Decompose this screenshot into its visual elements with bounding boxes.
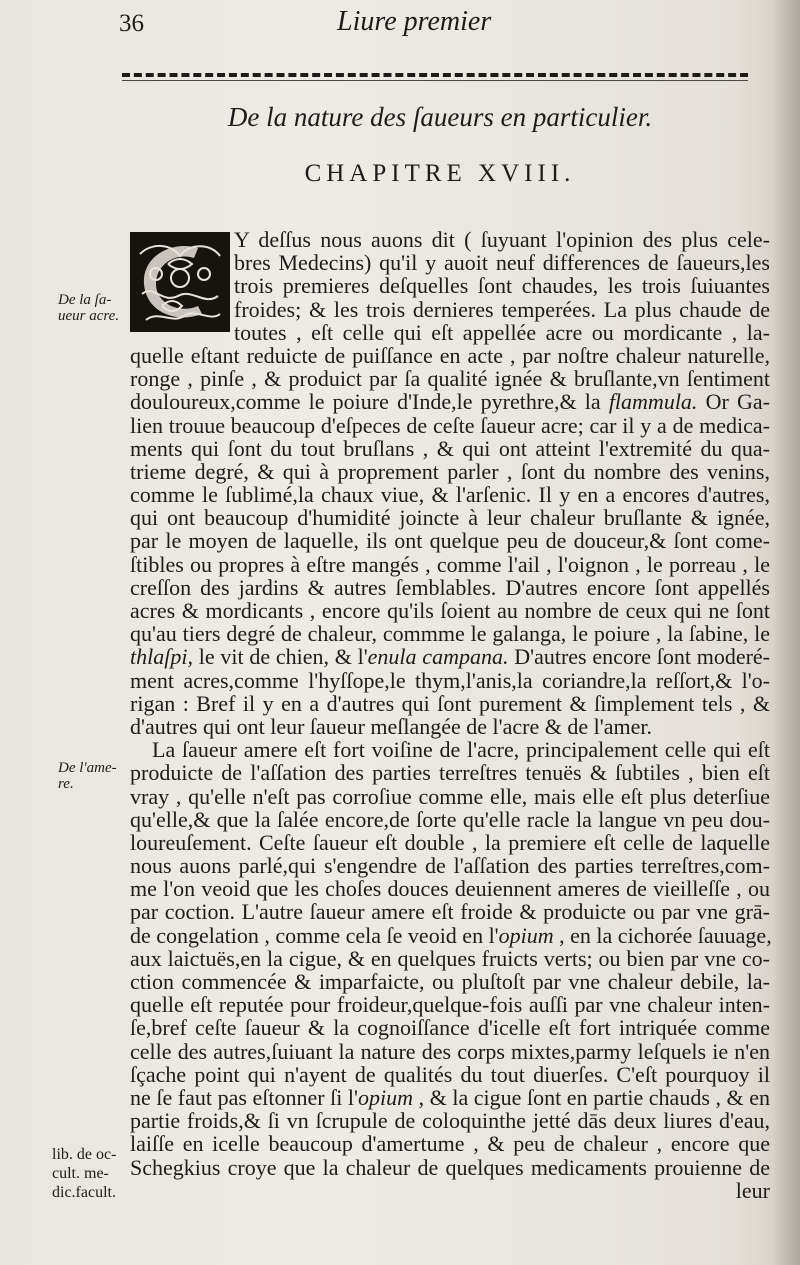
gutter-shadow	[772, 0, 800, 1265]
header-rule-thin	[122, 80, 748, 81]
text-line: produicte de l'aſſation des parties terreſtres tenuës & ſubtiles , bien eſt	[130, 760, 770, 786]
text-segment: le vit de chien, & l'	[192, 644, 368, 670]
text-segment: D'autres encore ſont moderé-	[508, 644, 770, 670]
text-line: quelle eſtant reduicte de puiſſance en acte , par noſtre chaleur naturelle,	[130, 342, 770, 368]
text-line: par le moyen de laquelle, ils ont quelque peu de douceur,& ſont come-	[130, 528, 770, 554]
text-line: rigan : Bref il y en a d'autres qui ſont purement & ſimplement tels , &	[130, 690, 770, 716]
catchword: leur	[735, 1177, 770, 1203]
text-line: ſe,bref ceſte ſaueur & la cognoiſſance d'icelle eſt fort intriquée comme	[130, 1015, 770, 1041]
margin-note-line: re.	[58, 776, 74, 792]
text-line: qui ont beaucoup d'humidité joincte à leur chaleur bruſlante & ignée,	[130, 505, 770, 531]
text-segment: douloureux,comme le poiure d'Inde,le pyrethre,& la	[130, 389, 609, 415]
text-segment: , en la cichorée ſauuage,	[553, 922, 772, 948]
text-line: laiſſe en icelle beaucoup d'amertume , & peu de chaleur , encore que	[130, 1131, 770, 1157]
margin-note-line: De la ſa-	[58, 292, 112, 308]
text-line: qu'elle,& que la ſalée encore,de ſorte qu'elle racle la langue vn peu dou-	[130, 806, 770, 832]
italic-term: thlaſpi,	[130, 644, 193, 670]
margin-note-line: ueur acre.	[58, 308, 120, 324]
margin-note-line: De l'ame-	[58, 760, 117, 776]
text-line: aux laictuës,en la cigue, & en quelques fruicts verts; ou bien par vne co-	[130, 945, 770, 971]
text-line: lien trouue beaucoup d'eſpeces de ceſte ſaueur acre; car il y a de medica-	[130, 412, 770, 438]
text-line: d'autres qui ont leur ſaueur meſlangée de l'acre & de l'amer.	[130, 713, 652, 739]
margin-note-reference	[52, 1145, 116, 1202]
text-line: toutes , eſt celle qui eſt appellée acre ou mordicante , la-	[234, 319, 770, 345]
text-line: ments qui ſont du tout bruſlans , & qui ont atteint l'extremité du qua-	[130, 435, 770, 461]
text-segment: , & la cigue ſont en partie chauds , & en	[413, 1084, 770, 1110]
margin-note-amere	[58, 760, 117, 792]
text-line: partie froids,& ſi vn ſcrupule de coloquinthe jetté dās deux liures d'eau,	[130, 1108, 770, 1134]
text-line-flammula	[130, 390, 770, 413]
text-line-thlaspi	[130, 645, 770, 668]
italic-term: flammula.	[608, 389, 698, 415]
text-segment: Or Ga-	[697, 389, 770, 415]
text-line: ronge , pinſe , & produict par ſa qualité ignée & bruſlante,vn ſentiment	[130, 366, 770, 392]
text-line: vray , qu'elle n'eſt pas corroſiue comme elle, mais elle eſt plus deterſiue	[130, 783, 770, 809]
text-segment: de congelation , comme cela ſe veoid en l'	[130, 922, 499, 948]
text-line: trois premieres deſquelles ſont chaudes, les trois ſuiuantes	[234, 273, 770, 299]
text-line: ſçache point qui n'ayent de qualités du tout diuerſes. C'eſt pourquoy il	[130, 1061, 770, 1087]
text-line: comme le ſublimé,la chaux viue, & l'arſenic. Il y en a encores d'autres,	[130, 482, 770, 508]
text-line: La ſaueur amere eſt fort voiſine de l'acre, principalement celle qui eſt	[152, 737, 770, 763]
text-line: ment acres,comme l'hyſſope,le thym,l'anis,la coriandre,la reſſort,& l'o-	[130, 667, 770, 693]
text-line: quelle eſt reputée pour froideur,quelque-fois auſſi par vne chaleur inten-	[130, 992, 770, 1018]
text-line: loureuſement. Ceſte ſaueur eſt double , la premiere eſt celle de laquelle	[130, 829, 770, 855]
page-number: 36	[119, 10, 144, 37]
text-segment: ne ſe faut pas eſtonner ſi l'	[130, 1084, 358, 1110]
italic-term: opium	[358, 1084, 413, 1110]
text-line: qu'au tiers degré de chaleur, commme le galanga, le poiure , la ſabine, le	[130, 621, 770, 647]
margin-note-line: dic.facult.	[52, 1184, 116, 1201]
text-line: creſſon des jardins & autres ſemblables. D'autres encore ſont appellés	[130, 574, 770, 600]
text-line: Schegkius croye que la chaleur de quelques medicaments prouienne de	[130, 1154, 770, 1180]
text-line: ſtibles ou propres à eſtre mangés , comme l'ail , l'oignon , le porreau , le	[130, 551, 770, 577]
text-line-opium	[130, 924, 770, 947]
text-line: bres Medecins) qu'il y auoit neuf differences de ſaueurs,les	[234, 250, 770, 276]
italic-term: enula campana.	[367, 644, 509, 670]
chapter-title: CHAPITRE XVIII.	[304, 160, 576, 187]
text-line: ction commencée & imparfaicte, ou pluſtoſt par vne chaleur debile, la-	[130, 969, 770, 994]
header-rule	[122, 73, 748, 77]
text-line: me l'on veoid que les choſes douces deuiennent ameres de vieilleſſe , ou	[130, 876, 770, 902]
text-line: froides; & les trois dernieres temperées. La plus chaude de	[234, 296, 770, 322]
margin-note-line: lib. de oc-	[52, 1146, 117, 1163]
italic-term: opium	[498, 922, 554, 948]
margin-note-acre	[58, 292, 119, 324]
running-head: Liure premier	[337, 6, 492, 37]
text-line: Y deſſus nous auons dit ( ſuyuant l'opinion des plus cele-	[234, 227, 770, 252]
text-line: par coction. L'autre ſaueur amere eſt froide & produicte ou par vne grā-	[130, 899, 770, 925]
text-line: trieme degré, & qui à proprement parler , ſont du nombre des venins,	[130, 458, 770, 484]
text-line: acres & mordicants , encore qu'ils ſoient au nombre de ceux qui ne ſont	[130, 598, 770, 623]
text-line: celle des autres,ſuiuant la nature des corps mixtes,parmy leſquels ie n'en	[130, 1038, 770, 1064]
text-line-opium-2	[130, 1086, 770, 1109]
section-title: De la nature des ſaueurs en particulier.	[227, 102, 653, 132]
text-line: nous auons parlé,qui s'engendre de l'aſſation des parties terreſtres,com-	[130, 853, 770, 879]
margin-note-line: cult. me-	[52, 1165, 109, 1182]
body-text	[130, 228, 770, 1202]
